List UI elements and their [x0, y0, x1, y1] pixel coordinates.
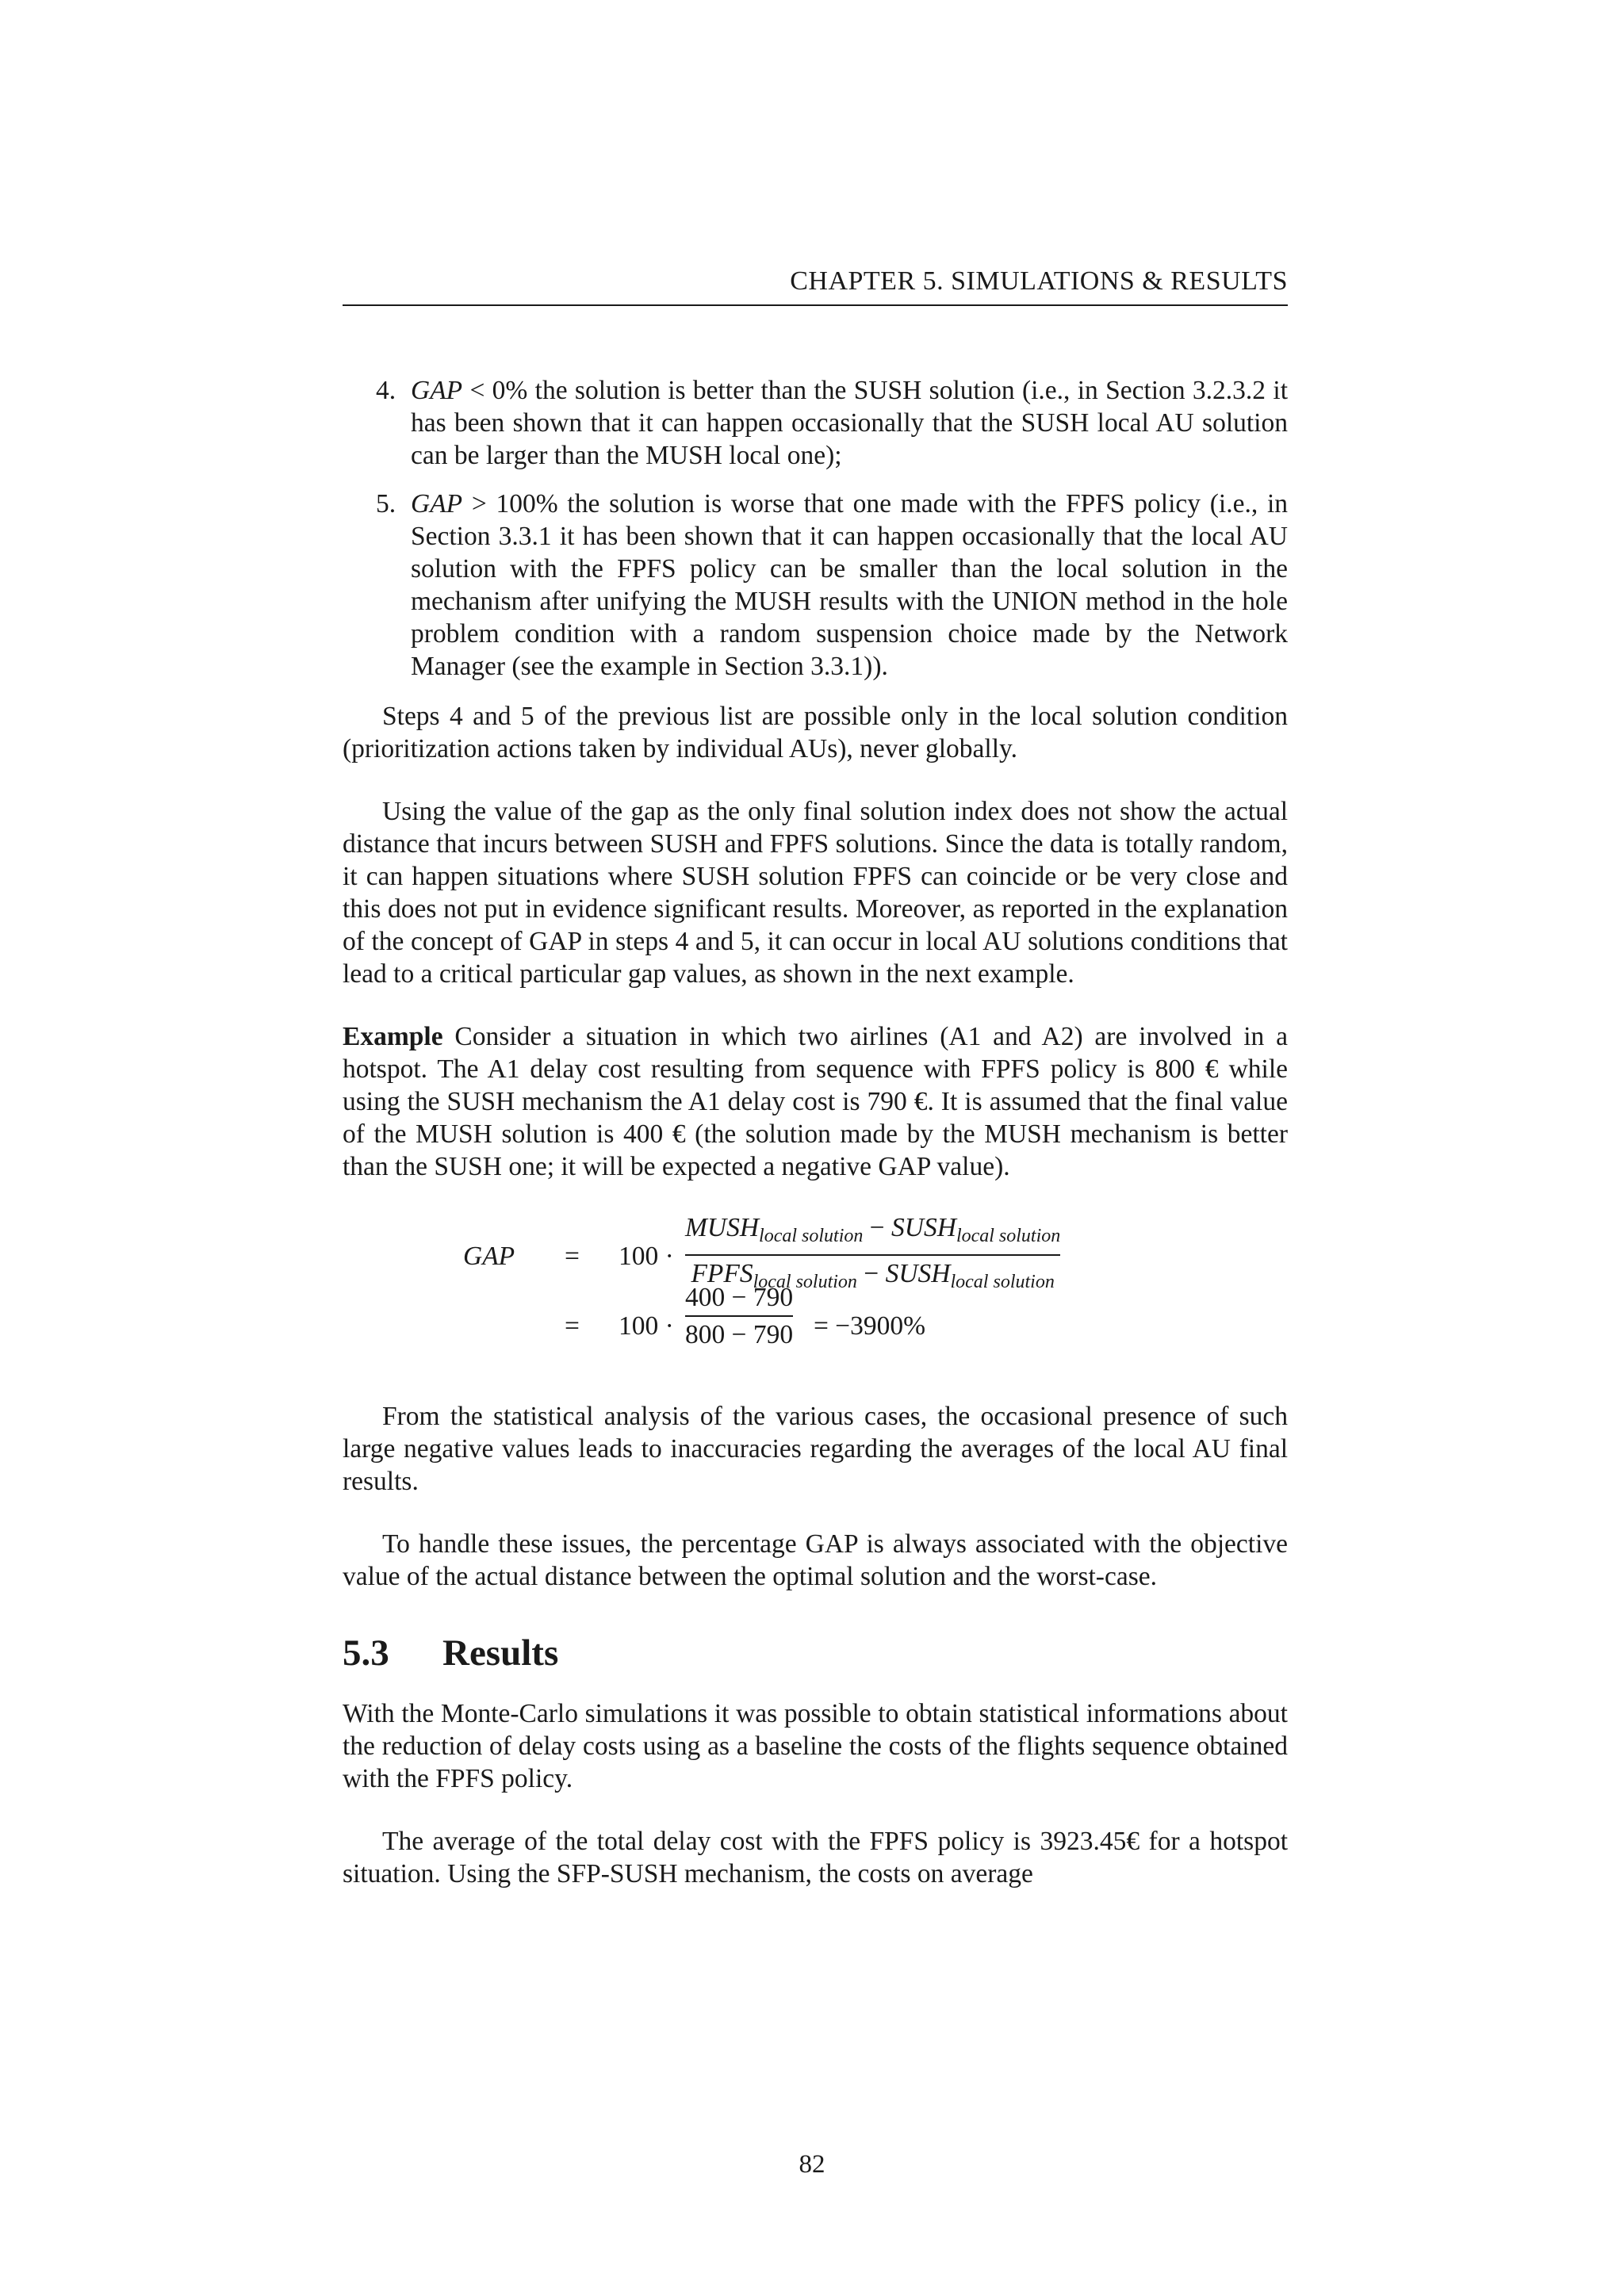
- sush-subscript: local solution: [950, 1272, 1055, 1292]
- sush-symbol: SUSH: [891, 1213, 956, 1242]
- list-item-math: GAP: [411, 489, 463, 519]
- coefficient: 100 ·: [619, 1242, 674, 1271]
- list-item: [343, 488, 1288, 683]
- gap-equation: [343, 1213, 1288, 1376]
- equation-result: = −3900%: [814, 1311, 926, 1341]
- running-head: CHAPTER 5. SIMULATIONS & RESULTS: [790, 266, 1288, 296]
- gap-discussion-paragraph: Using the value of the gap as the only final solution index does not show the actual distance that incurs between SUSH and FPFS solutions. Since the data is totally random, it can happen situations where SUSH solution FPFS can coincide or be very close and this does not put in evidence significant results. Moreover, as reported in the explanation of the concept of GAP in steps 4 and 5, it can occur in local AU solutions conditions that lead to a critical particular gap values, as shown in the next example.: [343, 797, 1288, 989]
- handle-paragraph: To handle these issues, the percentage GAP is always associated with the objective value of the actual distance between the optimal solution and the worst-case.: [343, 1529, 1288, 1591]
- equation-lhs: GAP: [463, 1242, 515, 1271]
- example-text: Consider a situation in which two airlines (A1 and A2) are involved in a hotspot. The A1 delay cost resulting from sequence with FPFS policy is 800 € while using the SUSH mechanism the A1 delay cost is 790 €. It is assumed that the final value of the MUSH solution is 400 € (the solution made by the MUSH mechanism is better than the SUSH one; it will be expected a negative GAP value).: [343, 1022, 1288, 1181]
- fpfs-subscript: local solution: [753, 1272, 857, 1292]
- statistical-paragraph: From the statistical analysis of the various cases, the occasional presence of such large negative values leads to inaccuracies regarding the averages of the local AU final results.: [343, 1402, 1288, 1496]
- coefficient: 100 ·: [619, 1311, 674, 1341]
- list-item: [343, 374, 1288, 472]
- equation-row-2: [343, 1283, 1288, 1376]
- mush-subscript: local solution: [759, 1226, 864, 1246]
- mush-symbol: MUSH: [685, 1213, 760, 1242]
- list-item-text: > 100% the solution is worse that one made with the FPFS policy (i.e., in Section 3.3.1 it has been shown that it can happen occasionally that the local AU solution with the FPFS policy can be smaller than the local solution in the mechanism after unifying the MUSH results with the UNION method in the hole problem condition with a random suspension choice made by the Network Manager (see the example in Section 3.3.1)).: [411, 489, 1288, 681]
- fraction-numerator: [685, 1211, 1060, 1253]
- list-item-text: < 0% the solution is better than the SUSH solution (i.e., in Section 3.2.3.2 it has been shown that it can happen occasionally that the SUSH local AU solution can be larger than the MUSH local one);: [411, 376, 1288, 470]
- equation-row-1: [343, 1213, 1288, 1297]
- fraction-bar: [685, 1315, 793, 1317]
- numeric-fraction: [685, 1281, 793, 1351]
- body-text: [343, 374, 1288, 1890]
- list-item-number: 5.: [376, 489, 396, 519]
- fpfs-symbol: FPFS: [691, 1259, 753, 1288]
- equals-sign: =: [565, 1311, 580, 1341]
- page-number: 82: [799, 2150, 825, 2179]
- example-paragraph: [343, 1020, 1288, 1183]
- list-item-math: GAP: [411, 376, 463, 405]
- fraction-bar: [685, 1254, 1060, 1256]
- equals-sign: =: [565, 1242, 580, 1271]
- fraction-numerator: 400 − 790: [685, 1283, 794, 1312]
- section-title: Results: [442, 1632, 559, 1674]
- sush-subscript: local solution: [956, 1226, 1061, 1246]
- steps-paragraph: Steps 4 and 5 of the previous list are possible only in the local solution condition (prioritization actions taken by individual AUs), never globally.: [343, 702, 1288, 763]
- example-label: Example: [343, 1022, 443, 1051]
- header-rule: [343, 304, 1288, 306]
- section-number: 5.3: [343, 1632, 389, 1674]
- sush-symbol: SUSH: [885, 1259, 951, 1288]
- list-item-number: 4.: [376, 376, 396, 405]
- minus-sign: −: [856, 1259, 886, 1288]
- results-average-paragraph: The average of the total delay cost with the FPFS policy is 3923.45€ for a hotspot situation. Using the SFP-SUSH mechanism, the costs on average: [343, 1827, 1288, 1888]
- minus-sign: −: [863, 1213, 892, 1242]
- results-intro-paragraph: With the Monte-Carlo simulations it was possible to obtain statistical informations about the reduction of delay costs using as a baseline the costs of the flights sequence obtained with the FPFS policy.: [343, 1699, 1288, 1793]
- fraction-denominator: 800 − 790: [685, 1320, 794, 1349]
- section-heading: [343, 1631, 1288, 1675]
- gap-conditions-list: [343, 374, 1288, 683]
